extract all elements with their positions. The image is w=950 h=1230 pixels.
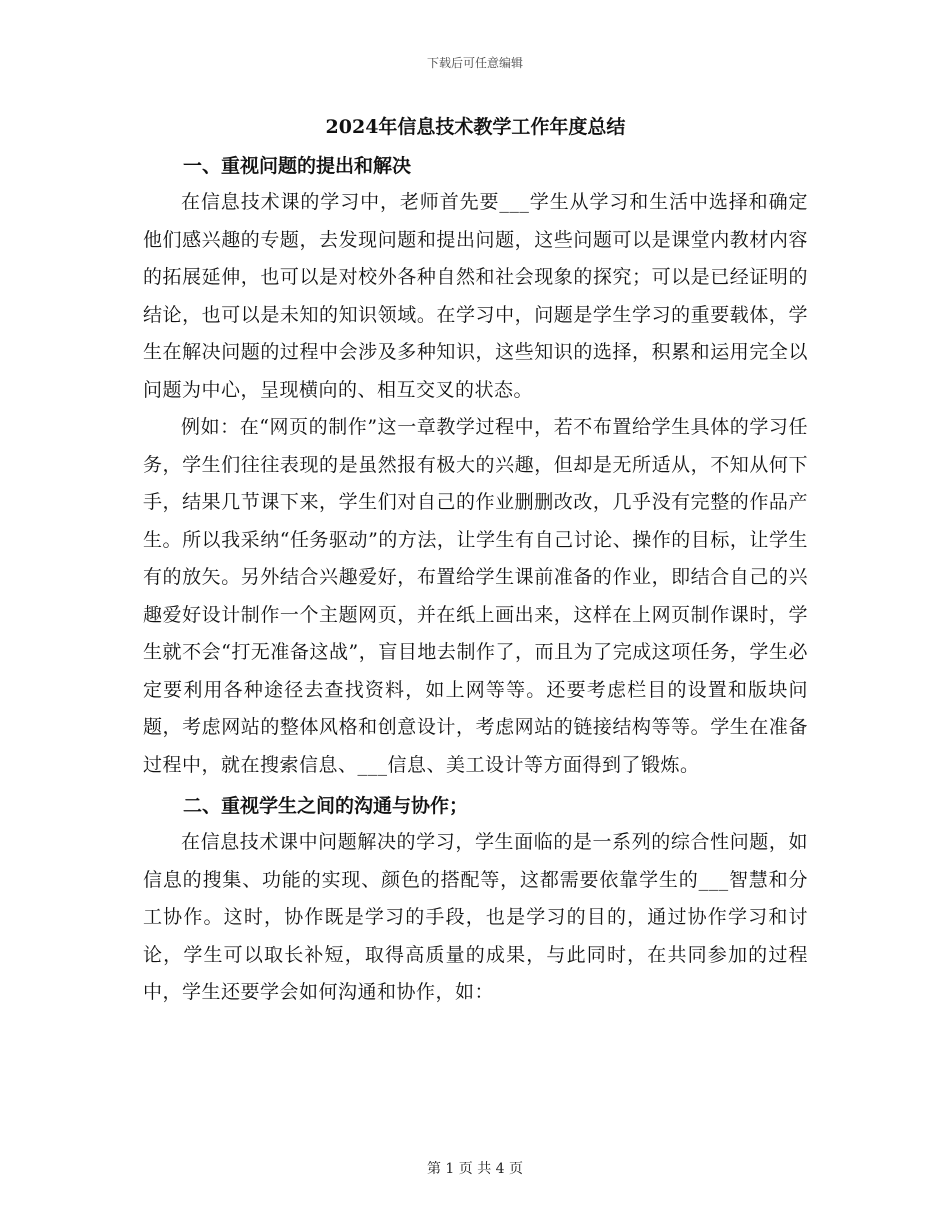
section-heading-1: 一、重视问题的提出和解决: [183, 155, 412, 177]
paragraph: 在信息技术课的学习中，老师首先要___学生从学习和生活中选择和确定他们感兴趣的专题，去发现问题和提出问题，这些问题可以是课堂内教材内容的拓展延伸，也可以是对校外各种自然和社会现象的探究；可以是已经证明的结论，也可以是未知的知识领域。在学习中，问题是学生学习的重要载体，学生在解决问题的过程中会涉及多种知识，这些知识的选择，积累和运用完全以问题为中心，呈现横向的、相互交叉的状态。: [143, 191, 808, 401]
page-footer: 第 1 页 共 4 页: [426, 1161, 524, 1177]
document-body: [143, 112, 808, 1012]
paragraph: 例如：在“网页的制作”这一章教学过程中，若不布置给学生具体的学习任务，学生们往往表现的是虽然报有极大的兴趣，但却是无所适从，不知从何下手，结果几节课下来，学生们对自己的作业删删改改，几乎没有完整的作品产生。所以我采纳“任务驱动”的方法，让学生有自己讨论、操作的目标，让学生有的放矢。另外结合兴趣爱好，布置给学生课前准备的作业，即结合自己的兴趣爱好设计制作一个主题网页，并在纸上画出来，这样在上网页制作课时，学生就不会“打无准备这战”，盲目地去制作了，而且为了完成这项任务，学生必定要利用各种途径去查找资料，如上网等等。还要考虑栏目的设置和版块问题，考虑网站的整体风格和创意设计，考虑网站的链接结构等等。学生在准备过程中，就在搜索信息、___信息、美工设计等方面得到了锻炼。: [143, 416, 808, 776]
paragraph: 在信息技术课中问题解决的学习，学生面临的是一系列的综合性问题，如信息的搜集、功能的实现、颜色的搭配等，这都需要依靠学生的___智慧和分工协作。这时，协作既是学习的手段，也是学习的目的，通过协作学习和讨论，学生可以取长补短，取得高质量的成果，与此同时，在共同参加的过程中，学生还要学会如何沟通和协作，如：: [143, 831, 808, 1003]
section-heading-2: 二、重视学生之间的沟通与协作；: [183, 795, 469, 817]
document-title: 2024年信息技术教学工作年度总结: [325, 116, 626, 138]
header-note: 下载后可任意编辑: [426, 56, 523, 70]
